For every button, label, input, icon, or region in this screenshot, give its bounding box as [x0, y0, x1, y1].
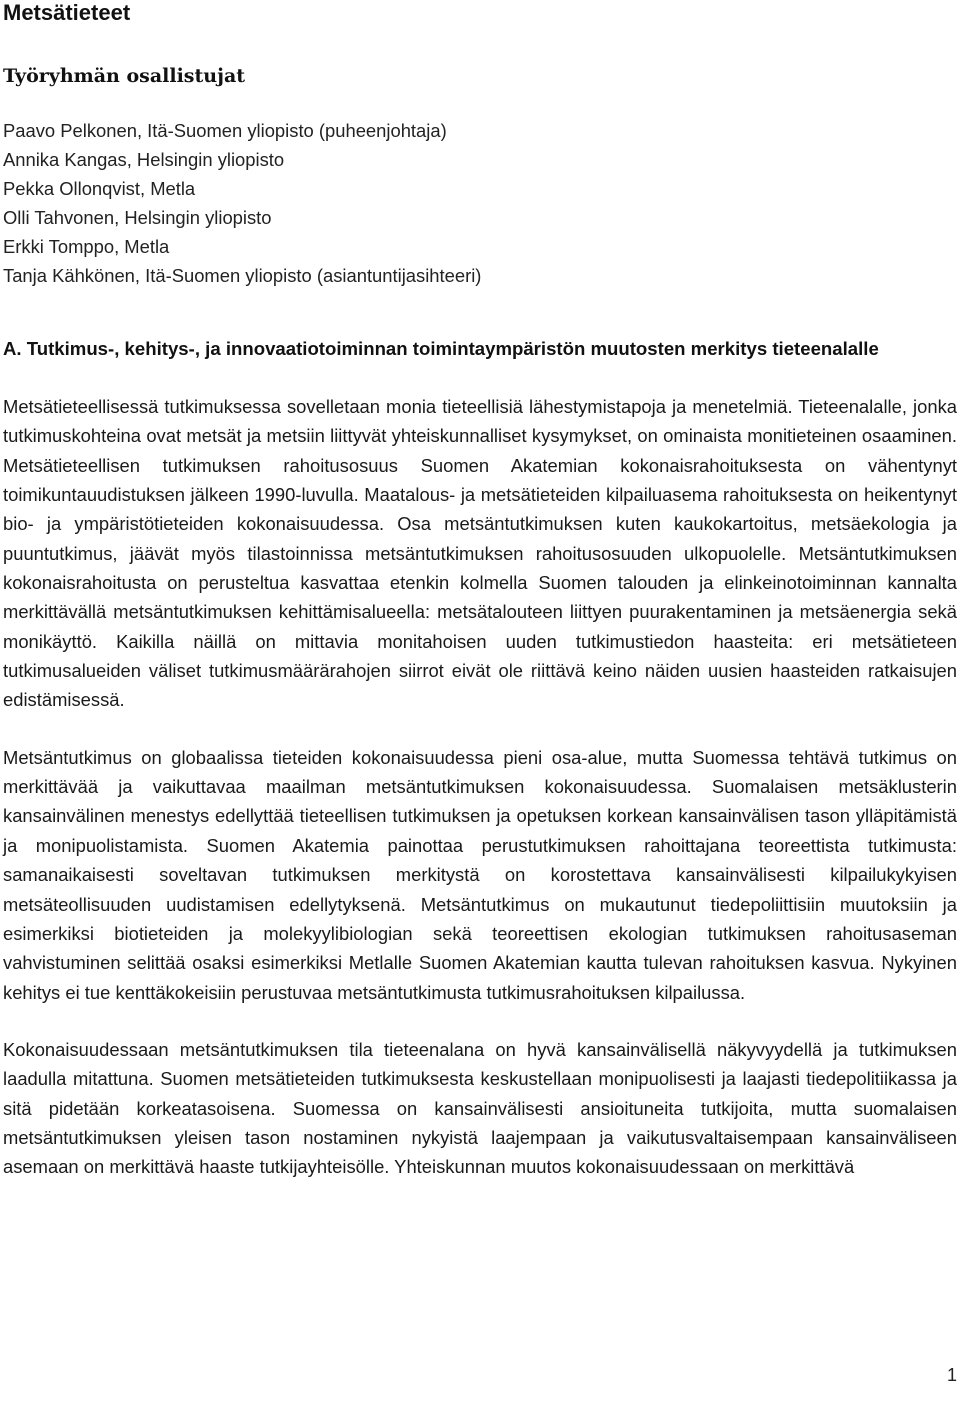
participant-item: Annika Kangas, Helsingin yliopisto	[3, 149, 285, 170]
participant-item: Tanja Kähkönen, Itä-Suomen yliopisto (asiantuntijasihteeri)	[3, 265, 482, 286]
participant-item: Paavo Pelkonen, Itä-Suomen yliopisto (puheenjohtaja)	[3, 120, 447, 141]
document-title: Metsätieteet	[3, 0, 131, 25]
body-paragraph: Kokonaisuudessaan metsäntutkimuksen tila tieteenalana on hyvä kansainvälisellä näkyvyydellä ja tutkimuksen laadulla mitattuna. Suomen metsätieteiden tutkimuksesta keskustellaan monipuolisesti ja laajasti tiedepolitiikassa ja sitä pidetään korkeatasoisena. Suomessa on kansainvälisesti ansioituneita tutkijoita, mutta suomalaisen metsäntutkimuksen yleisen tason nostaminen nykyistä laajempaan ja vaikutusvaltaisempaan kansainväliseen asemaan on merkittävä haaste tutkijayhteisölle. Yhteiskunnan muutos kokonaisuudessaan on merkittävä	[3, 1038, 957, 1178]
section-a-heading: A. Tutkimus-, kehitys-, ja innovaatiotoiminnan toimintaympäristön muutosten merkitys tieteenalalle	[3, 338, 879, 359]
body-paragraph: Metsätieteellisessä tutkimuksessa sovelletaan monia tieteellisiä lähestymistapoja ja menetelmiä. Tieteenalalle, jonka tutkimuskohteina ovat metsät ja metsiin liittyvät yhteiskunnalliset kysymykset, on ominaista monitieteinen osaaminen. Metsätieteellisen tutkimuksen rahoitusosuus Suomen Akatemian kokonaisrahoituksesta on vähentynyt toimikuntauudistuksen jälkeen 1990-luvulla. Maatalous- ja metsätieteiden kilpailuasema rahoituksesta on heikentynyt bio- ja ympäristötieteiden kokonaisuudessa. Osa metsäntutkimuksen kuten kaukokartoitus, metsäekologia ja puuntutkimus, jäävät myös tilastoinnissa metsäntutkimuksen rahoitusosuuden ulkopuolelle. Metsäntutkimuksen kokonaisrahoitusta on perusteltua kasvattaa etenkin kolmella Suomen talouden ja elinkeinotoiminnan kannalta merkittävällä metsäntutkimuksen kehittämisalueella: metsätalouteen liittyen puurakentaminen ja metsäenergia sekä monikäyttö. Kaikilla näillä on mittavia monitahoisen uuden tutkimustiedon haasteita: eri metsätieteen tutkimusalueiden väliset tutkimusmäärärahojen siirrot eivät ole riittävä keino näiden uusien haasteiden ratkaisujen edistämisessä.	[3, 396, 957, 711]
participant-item: Olli Tahvonen, Helsingin yliopisto	[3, 207, 272, 228]
body-paragraph: Metsäntutkimus on globaalissa tieteiden kokonaisuudessa pieni osa-alue, mutta Suomessa tehtävä tutkimus on merkittävää ja vaikuttavaa maailman metsäntutkimuksen kokonaisuudessa. Suomalaisen metsäklusterin kansainvälinen menestys edellyttää tieteellisen tutkimuksen ja opetuksen korkean kansainvälisen tason ylläpitämistä ja monipuolistamista. Suomen Akatemia painottaa perustutkimuksen rahoittajana teoreettista tutkimusta: samanaikaisesti soveltavan tutkimuksen merkitystä on korostettava kansainvälisesti kilpailukykyisen metsäteollisuuden uudistamisen edellytyksenä. Metsäntutkimus on mukautunut tiedepoliittisiin muutoksiin ja esimerkiksi biotieteiden ja molekyylibiologian sekä teoreettisen ekologian tutkimuksen rahoitusaseman vahvistuminen selittää osaksi esimerkiksi Metlalle Suomen Akatemian kautta tulevan rahoituksen kasvua. Nykyinen kehitys ei tue kenttäkokeisiin perustuvaa metsäntutkimusta tutkimusrahoituksen kilpailussa.	[3, 746, 957, 1003]
participant-item: Erkki Tomppo, Metla	[3, 236, 170, 257]
participants-list	[3, 116, 957, 290]
document-page	[3, 0, 957, 1402]
page-number: 1	[946, 1365, 957, 1385]
participant-item: Pekka Ollonqvist, Metla	[3, 178, 196, 199]
participants-heading: Työryhmän osallistujat	[3, 65, 246, 87]
